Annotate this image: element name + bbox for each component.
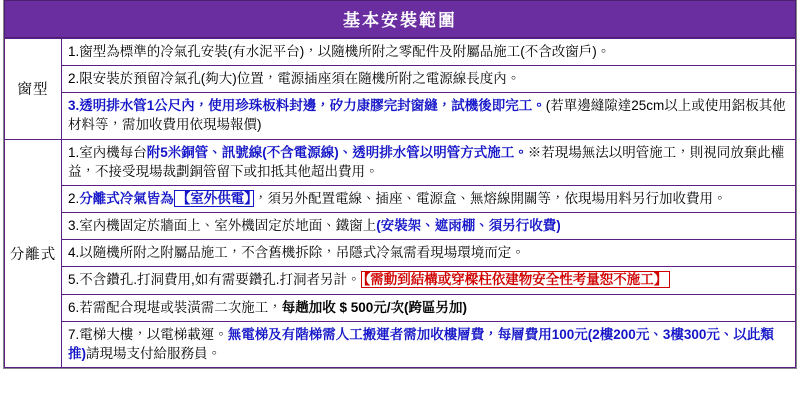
split-type-item <box>62 140 795 186</box>
category-label-split: 分離式 <box>5 139 62 367</box>
split-type-item <box>62 240 795 267</box>
split-type-item <box>62 186 795 213</box>
window-type-text-segment: 3.透明排水管1公尺內，使用珍珠板料封邊，矽力康膠完封窗縫，試機後即完工。 <box>68 98 546 114</box>
split-type-text-segment: 每趟加收 $ 500元/次(跨區另加) <box>281 299 468 315</box>
split-type-text-segment: 5.不含鑽孔.打洞費用,如有需要鑽孔.打洞者另計。 <box>68 272 361 288</box>
window-type-item <box>62 93 795 138</box>
split-type-text-segment: 1.室內機每台 <box>68 144 147 160</box>
split-type-text-segment: 請現場支付給服務員。 <box>86 345 221 361</box>
split-type-text-segment: 無電梯及有階梯需人工搬運者需加收樓層費，每層費用100元(2樓200元、3樓300元、以此類推) <box>68 326 774 361</box>
table-row-window-type <box>5 39 796 140</box>
window-type-item <box>62 66 795 93</box>
window-type-text-segment: (若單邊縫隙達25cm以上或使用鋁板其他材料等，需加收費用依現場報價) <box>68 98 786 133</box>
split-type-text-segment: 6.若需配合現堪或裝潢需二次施工， <box>68 299 282 315</box>
split-type-item <box>62 322 795 367</box>
split-type-item <box>62 213 795 240</box>
window-type-text-segment: 1.窗型為標準的冷氣孔安裝(有水泥平台)，以隨機所附之零配件及附屬品施工(不含改窗戶)。 <box>68 44 611 59</box>
installation-scope-document <box>3 0 797 369</box>
split-type-text-segment: (安裝架、遮雨棚、須另行收費) <box>376 218 561 234</box>
window-type-item <box>62 39 795 66</box>
window-type-items <box>62 39 796 140</box>
split-type-item <box>62 267 795 294</box>
table-row-split-type <box>5 139 796 367</box>
split-type-text-segment: 2. <box>68 190 80 206</box>
installation-scope-table <box>4 38 796 368</box>
split-type-items <box>62 139 796 367</box>
split-type-text-segment: ，須另外配置電線、插座、電源盒、無熔線開關等，依現場用料另行加收費用。 <box>254 190 727 206</box>
split-type-text-segment: 7.電梯大樓，以電梯載運。 <box>68 326 228 342</box>
split-type-text-segment: 4.以隨機所附之附屬品施工，不含舊機拆除，吊隱式冷氣需看現場環境而定。 <box>68 245 525 261</box>
split-type-text-segment: 附5米銅管、訊號線(不含電源線)、透明排水管以明管方式施工。 <box>146 144 528 160</box>
page-title: 基本安裝範圍 <box>4 0 796 38</box>
split-type-text-segment: 分離式冷氣皆為 <box>79 190 174 206</box>
split-type-item <box>62 295 795 322</box>
split-type-text-segment: ※若現場無法以明管施工，則視同放棄此權益，不接受現場裁劃銅管留下或扣抵其他超出費用。 <box>68 144 785 179</box>
split-type-text-segment: 【室外供電】 <box>174 190 254 207</box>
split-type-text-segment: 【需動到結構或穿樑柱依建物安全性考量恕不施工】 <box>361 271 671 288</box>
split-type-text-segment: 3.室內機固定於牆面上、室外機固定於地面、鐵窗上 <box>68 218 377 234</box>
window-type-text-segment: 2.限安裝於預留冷氣孔(夠大)位置，電源插座須在隨機所附之電源線長度內。 <box>68 71 521 87</box>
category-label-window: 窗型 <box>5 39 62 140</box>
